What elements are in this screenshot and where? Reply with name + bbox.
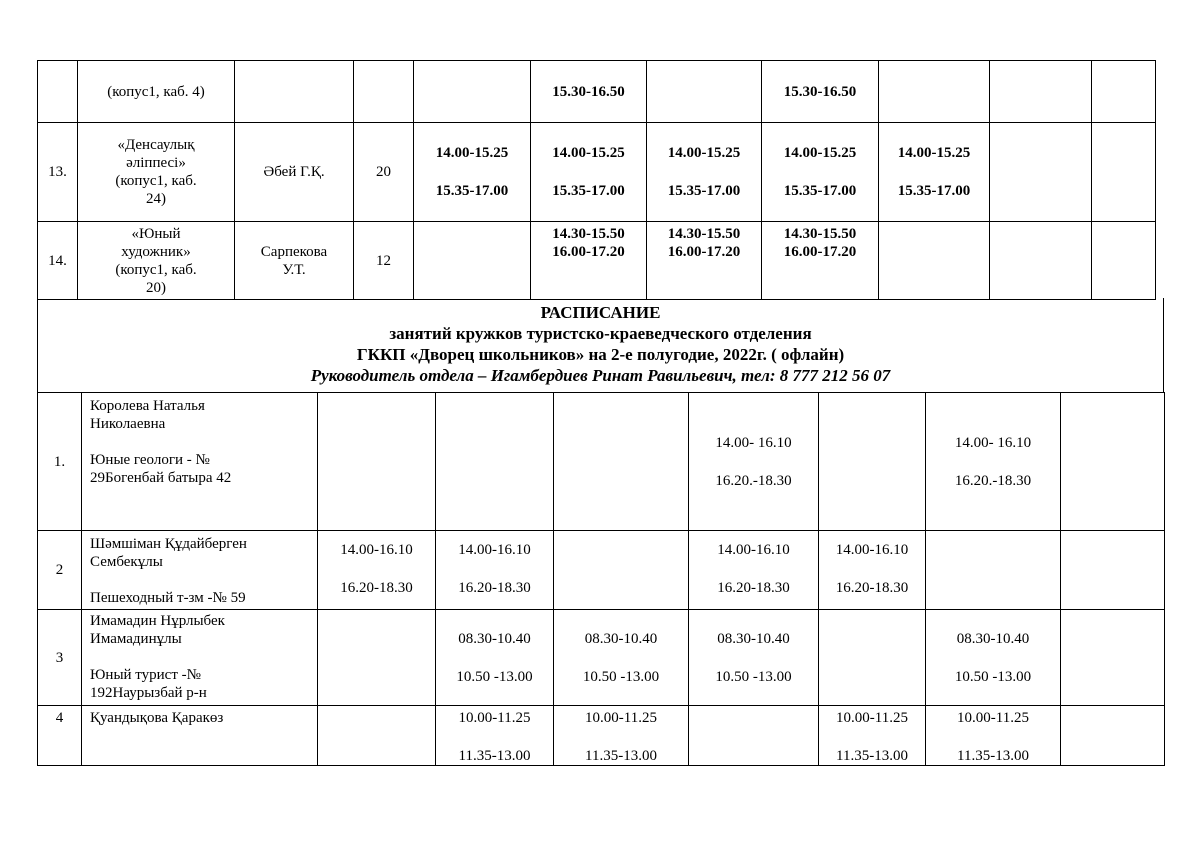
slot-cell: 14.00- 16.10 16.20.-18.30	[689, 393, 819, 531]
header-subtitle: занятий кружков туристско-краеведческого отделения	[389, 324, 812, 343]
slot-cell	[926, 531, 1061, 610]
leader-cell: Королева Наталья Николаевна Юные геологи - № 29Богенбай батыра 42	[82, 393, 318, 531]
slot-cell: 08.30-10.40 10.50 -13.00	[689, 610, 819, 706]
leader-cell	[235, 61, 354, 123]
slot-cell	[414, 222, 531, 300]
row-number: 13.	[38, 123, 78, 222]
slot-cell	[1092, 123, 1156, 222]
row-number	[38, 61, 78, 123]
slot-cell: 14.00-15.25 15.35-17.00	[762, 123, 879, 222]
table-row	[38, 222, 1156, 300]
leader-cell: Шәмшіман Құдайберген Сембекұлы Пешеходный т-зм -№ 59	[82, 531, 318, 610]
slot-cell: 08.30-10.40 10.50 -13.00	[926, 610, 1061, 706]
table-row	[38, 123, 1156, 222]
count-cell: 12	[354, 222, 414, 300]
leader-cell: Сарпекова У.Т.	[235, 222, 354, 300]
table-row	[38, 531, 1165, 610]
slot-cell: 15.30-16.50	[531, 61, 647, 123]
slot-cell	[554, 393, 689, 531]
slot-cell: 14.00-15.25 15.35-17.00	[879, 123, 990, 222]
header-institution: ГККП «Дворец школьников» на 2-е полугодие, 2022г. ( офлайн)	[356, 345, 845, 364]
slot-cell	[318, 610, 436, 706]
slot-cell: 10.00-11.25 11.35-13.00	[926, 706, 1061, 766]
bottom-schedule-table	[37, 392, 1165, 766]
slot-cell	[436, 393, 554, 531]
top-schedule-table	[37, 60, 1156, 300]
slot-cell	[879, 61, 990, 123]
count-cell	[354, 61, 414, 123]
leader-cell: Қуандықова Қаракөз	[82, 706, 318, 766]
slot-cell	[689, 706, 819, 766]
slot-cell: 15.30-16.50	[762, 61, 879, 123]
slot-cell	[1061, 393, 1165, 531]
count-cell: 20	[354, 123, 414, 222]
slot-cell	[1061, 706, 1165, 766]
slot-cell: 08.30-10.40 10.50 -13.00	[554, 610, 689, 706]
table-row	[38, 61, 1156, 123]
slot-cell	[879, 222, 990, 300]
slot-cell	[819, 610, 926, 706]
circle-name: «Денсаулық әліппесі» (копус1, каб. 24)	[78, 123, 235, 222]
slot-cell: 14.00-16.10 16.20-18.30	[436, 531, 554, 610]
circle-name: «Юный художник» (копус1, каб. 20)	[78, 222, 235, 300]
slot-cell	[647, 61, 762, 123]
header-title: РАСПИСАНИЕ	[540, 303, 661, 322]
table-row	[38, 610, 1165, 706]
slot-cell	[1092, 61, 1156, 123]
slot-cell: 14.00-15.25 15.35-17.00	[531, 123, 647, 222]
slot-cell: 10.00-11.25 11.35-13.00	[554, 706, 689, 766]
header-head-of-department: Руководитель отдела – Игамбердиев Ринат Равильевич, тел: 8 777 212 56 07	[310, 366, 891, 385]
slot-cell: 08.30-10.40 10.50 -13.00	[436, 610, 554, 706]
leader-cell: Әбей Г.Қ.	[235, 123, 354, 222]
slot-cell: 14.30-15.50 16.00-17.20	[647, 222, 762, 300]
row-number: 4	[38, 706, 82, 766]
slot-cell: 14.00-16.10 16.20-18.30	[318, 531, 436, 610]
table-row	[38, 706, 1165, 766]
row-number: 14.	[38, 222, 78, 300]
slot-cell	[318, 706, 436, 766]
slot-cell	[990, 123, 1092, 222]
slot-cell: 14.00- 16.10 16.20.-18.30	[926, 393, 1061, 531]
slot-cell: 14.00-16.10 16.20-18.30	[819, 531, 926, 610]
slot-cell	[990, 222, 1092, 300]
slot-cell: 10.00-11.25 11.35-13.00	[819, 706, 926, 766]
slot-cell: 10.00-11.25 11.35-13.00	[436, 706, 554, 766]
row-number: 1.	[38, 393, 82, 531]
slot-cell	[1061, 610, 1165, 706]
slot-cell	[318, 393, 436, 531]
slot-cell	[414, 61, 531, 123]
slot-cell: 14.00-15.25 15.35-17.00	[414, 123, 531, 222]
slot-cell: 14.00-16.10 16.20-18.30	[689, 531, 819, 610]
slot-cell: 14.30-15.50 16.00-17.20	[531, 222, 647, 300]
slot-cell	[1061, 531, 1165, 610]
row-number: 3	[38, 610, 82, 706]
slot-cell	[554, 531, 689, 610]
row-number: 2	[38, 531, 82, 610]
leader-cell: Имамадин Нұрлыбек Имамадинұлы Юный турист -№ 192Наурызбай р-н	[82, 610, 318, 706]
slot-cell: 14.00-15.25 15.35-17.00	[647, 123, 762, 222]
circle-name: (копус1, каб. 4)	[78, 61, 235, 123]
schedule-header	[37, 298, 1164, 393]
slot-cell	[819, 393, 926, 531]
slot-cell	[990, 61, 1092, 123]
slot-cell	[1092, 222, 1156, 300]
slot-cell: 14.30-15.50 16.00-17.20	[762, 222, 879, 300]
table-row	[38, 393, 1165, 531]
